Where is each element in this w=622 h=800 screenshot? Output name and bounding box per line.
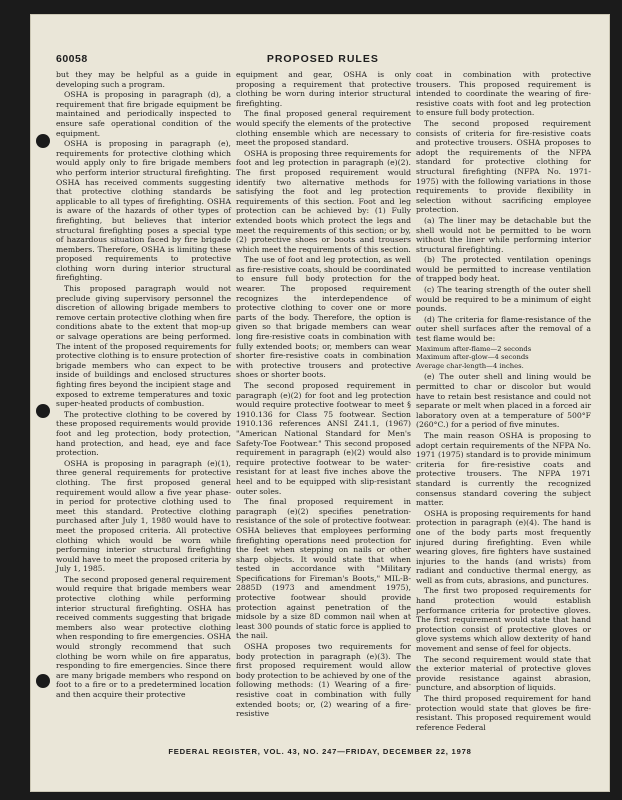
paragraph: The second proposed requirement in paragraph (e)(2) for foot and leg protection would require protective footwear to meet § 1910.136 for Class 75 footwear. Section 1910.136 references ANSI Z41.1, (1967) "American National Standard for Men's Safety-Toe Footwear." This second proposed requirement in paragraph (e)(2) would also require protective footwear to be water-resistant for at least five inches above the heel and to be equipped with slip-resistant outer soles.	[236, 381, 411, 496]
paragraph: The first two proposed requirements for hand protection would establish performance criteria for protective gloves. The first requirement would state that hand protection consist of protective gloves or glove systems which allow dexterity of hand movement and sense of feel for objects.	[416, 586, 591, 654]
limit-item: Maximum after-glow—4 seconds	[416, 353, 529, 362]
paragraph: The second proposed requirement consists of criteria for fire-resistive coats and protective trousers. OSHA proposes to adopt the requirements of the NFPA standard for protective clothing for structural firefighting (NFPA No. 1971-1975) with the following variations in those requirements to provide flexibility in selection without sacrificing employee protection.	[416, 118, 591, 215]
paragraph: OSHA is proposing in paragraph (d), a requirement that fire brigade equipment be maintained and periodically inspected to ensure safe operational condition of the equipment.	[56, 90, 231, 138]
column-1	[56, 70, 231, 701]
punch-hole	[36, 134, 50, 148]
punch-hole	[36, 404, 50, 418]
paragraph: equipment and gear, OSHA is only proposing a requirement that protective clothing be worn during interior structural firefighting.	[236, 70, 411, 108]
paragraph: but they may be helpful as a guide in developing such a program.	[56, 70, 231, 89]
column-3	[416, 70, 591, 733]
paragraph: OSHA is proposing three requirements for foot and leg protection in paragraph (e)(2). The first proposed requirement would identify two alternative methods for satisfying the foot and leg protection requirements of this section. Foot and leg protection can be achieved by: (1) Fully extended boots which protect the legs and meet the requirements of this section; or by, (2) protective shoes or boots and trousers which meet the requirements of this section.	[236, 148, 411, 254]
page-number: 60058	[56, 53, 88, 65]
page-footer: FEDERAL REGISTER, VOL. 43, NO. 247—FRIDAY, DECEMBER 22, 1978	[168, 747, 472, 756]
paragraph: The protective clothing to be covered by these proposed requirements would provide foot and leg protection, body protection, hand protection, and head, eye and face protection.	[56, 409, 231, 458]
paragraph: (b) The protected ventilation openings would be permitted to increase ventilation of trapped body heat.	[416, 255, 591, 284]
column-2	[236, 70, 411, 720]
paragraph: (e) The outer shell and lining would be permitted to char or discolor but would have to retain best resistance and could not separate or melt when placed in a forced air laboratory oven at a temperature of 500°F (260°C.) for a period of five minutes.	[416, 372, 591, 430]
paragraph: OSHA is proposing requirements for hand protection in paragraph (e)(4). The hand is one of the body parts most frequently injured during firefighting. Even while wearing gloves, fire fighters have sustained injuries to the hands (and wrists) from radiant and conductive thermal energy, as well as from cuts, abrasions, and punctures.	[416, 508, 591, 585]
paragraph: (c) The tearing strength of the outer shell would be required to be a minimum of eight pounds.	[416, 285, 591, 314]
punch-hole	[36, 674, 50, 688]
paragraph: The main reason OSHA is proposing to adopt certain requirements of the NFPA No. 1971 (1975) standard is to provide minimum criteria for fire-resistive coats and protective trousers. The NFPA 1971 standard is currently the recognized consensus standard covering the subject matter.	[416, 430, 591, 508]
paragraph: (a) The liner may be detachable but the shell would not be permitted to be worn without the liner while performing interior structural firefighting.	[416, 215, 591, 254]
paragraph: The second proposed general requirement would require that brigade members wear protective clothing while performing interior structural firefighting. OSHA has received comments suggesting that brigade members also wear protective clothing when responding to fire emergencies. OSHA would strongly recommend that such clothing be worn while on fire apparatus, responding to fire emergencies. Since there are many brigade members who respond on foot to a fire or to a predetermined location and then acquire their protective	[56, 574, 231, 699]
paragraph: coat in combination with protective trousers. This proposed requirement is intended to coordinate the wearing of fire-resistive coats with foot and leg protection to ensure full body protection.	[416, 70, 591, 118]
paragraph: The use of foot and leg protection, as well as fire-resistive coats, should be coordinated to ensure full body protection for the wearer. The proposed requirement recognizes the interdependence of protective clothing to cover one or more parts of the body. Therefore, the option is given so that brigade members can wear long fire-resistive coats in combination with fully extended boots; or, members can wear shorter fire-resistive coats in combination with protective trousers and protective shoes or shorter boots.	[236, 255, 411, 380]
section-title: PROPOSED RULES	[266, 53, 379, 65]
page-header	[56, 52, 588, 66]
limit-item: Average char-length—4 inches.	[416, 361, 524, 370]
paragraph: The third proposed requirement for hand protection would state that gloves be fire-resistant. This proposed requirement would reference Federal	[416, 694, 591, 732]
paragraph: (d) The criteria for flame-resistance of the outer shell surfaces after the removal of a test flame would be:	[416, 314, 591, 344]
limit-item: Maximum after-flame—2 seconds	[416, 344, 532, 353]
paragraph: OSHA proposes two requirements for body protection in paragraph (e)(3). The first proposed requirement would allow body protection to be achieved by one of the following methods: (1) Wearing of a fire-resistive coat in combination with fully extended boots; or, (2) wearing of a fire-resistive	[236, 642, 411, 719]
flame-limits-list	[416, 345, 591, 371]
paragraph: The final proposed requirement in paragraph (e)(2) specifies penetration-resistance of the sole of protective footwear. OSHA believes that employees performing firefighting operations need protection for the feet when stepping on nails or other sharp objects. It would state that when tested in accordance with "Military Specifications for Fireman's Boots," MIL-B-2885D (1973 and amendment 1975), protective footwear should provide protection against penetration of the midsole by a size 8D common nail when at least 300 pounds of static force is applied to the nail.	[236, 497, 411, 641]
paragraph: The second requirement would state that the exterior material of protective gloves provide resistance against abrasion, puncture, and absorption of liquids.	[416, 654, 591, 693]
document-page	[30, 14, 610, 792]
paragraph: The final proposed general requirement would specify the elements of the protective clothing ensemble which are necessary to meet the proposed standard.	[236, 109, 411, 148]
paragraph: OSHA is proposing in paragraph (e)(1), three general requirements for protective clothing. The first proposed general requirement would allow a five year phase-in period for protective clothing used to meet this standard. Protective clothing purchased after July 1, 1980 would have to meet the proposed criteria. All protective clothing which would be worn while performing interior structural firefighting would have to meet the proposed criteria by July 1, 1985.	[56, 458, 231, 574]
paragraph: OSHA is proposing in paragraph (e), requirements for protective clothing which would apply only to fire brigade members who perform interior structural firefighting. OSHA has received comments suggesting that protective clothing standards be applicable to all types of firefighting. OSHA is aware of the hazards of other types of firefighting, but believes that interior structural firefighting poses a special type of hazardous situation faced by fire brigade members. Therefore, OSHA is limiting these proposed requirements to protective clothing worn during interior structural firefighting.	[56, 139, 231, 283]
paragraph: This proposed paragraph would not preclude giving supervisory personnel the discretion of allowing brigade members to remove certain protective clothing when fire conditions abate to the extent that mop-up or salvage operations are being performed. The intent of the proposed requirements for protective clothing is to ensure protection of brigade members who can expect to be inside of buildings and enclosed structures fighting fires beyond the incipient stage and exposed to extreme temperatures and toxic super-heated products of combustion.	[56, 284, 231, 409]
